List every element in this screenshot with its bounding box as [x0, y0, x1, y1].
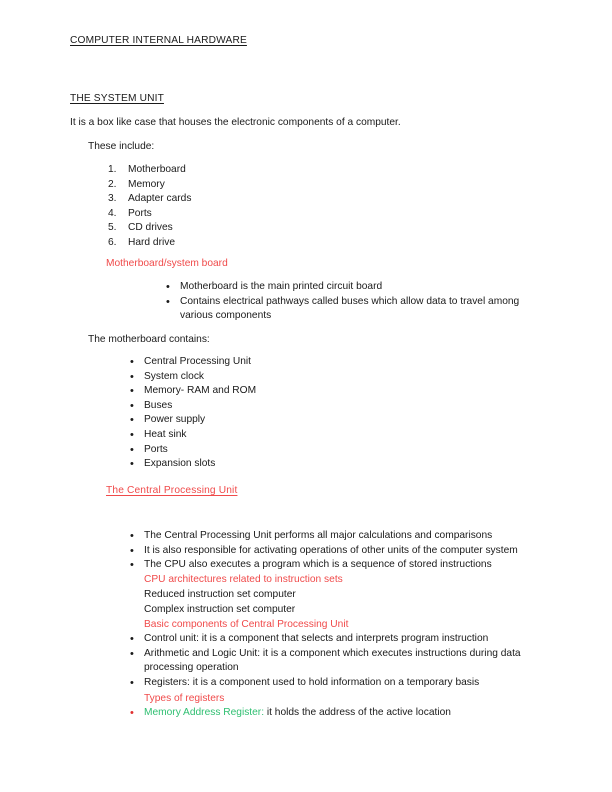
list-item-label: The Central Processing Unit performs all major calculations and comparisons	[144, 530, 493, 541]
bullet-icon: •	[130, 530, 134, 542]
list-item-label: Motherboard is the main printed circuit board	[180, 281, 383, 292]
bullet-icon: •	[130, 458, 134, 471]
list-item-label: CD drives	[128, 222, 173, 234]
list-item	[130, 457, 460, 472]
list-item	[130, 399, 460, 414]
list-item	[108, 192, 408, 207]
list-item-label: Ports	[144, 443, 168, 455]
cpu-bullet-list	[130, 529, 530, 573]
system-unit-intro: It is a box like case that houses the electronic components of a computer.	[70, 117, 401, 128]
cpu-components-list	[130, 632, 525, 690]
list-item	[130, 544, 530, 559]
system-unit-component-list	[108, 163, 408, 251]
bullet-icon: •	[130, 399, 134, 412]
list-item-label: Motherboard	[128, 164, 186, 175]
list-item	[166, 295, 542, 324]
list-item-label: System clock	[144, 370, 205, 382]
list-item	[130, 413, 460, 428]
list-item-label: Memory	[128, 178, 165, 190]
register-term: Memory Address Register:	[144, 707, 265, 718]
list-item-label: It is also responsible for activating operations of other units of the computer system	[144, 544, 518, 556]
list-item-label: Central Processing Unit	[144, 356, 252, 367]
list-item-label: Expansion slots	[144, 458, 216, 470]
bullet-icon: •	[130, 385, 134, 398]
register-entry-list	[130, 706, 530, 721]
list-marker: 1.	[108, 164, 117, 175]
cpu-architecture-cisc: Complex instruction set computer	[144, 604, 296, 615]
bullet-icon: •	[130, 633, 134, 645]
types-of-registers-label: Types of registers	[144, 693, 225, 704]
list-item	[130, 706, 530, 721]
bullet-icon: •	[130, 428, 134, 441]
bullet-icon: •	[130, 356, 134, 368]
list-item-label: The CPU also executes a program which is a sequence of stored instructions	[144, 559, 492, 571]
list-item-label: Ports	[128, 207, 152, 219]
list-item-label	[130, 706, 530, 721]
list-item-label: Heat sink	[144, 428, 187, 440]
list-marker: 6.	[108, 236, 117, 248]
cpu-architectures-label: CPU architectures related to instruction sets	[144, 574, 343, 585]
motherboard-contains-list	[130, 355, 460, 472]
list-item	[108, 207, 408, 222]
bullet-icon: •	[130, 707, 134, 719]
heading-motherboard: Motherboard/system board	[106, 258, 228, 269]
list-item-label: Registers: it is a component used to hold information on a temporary basis	[144, 676, 480, 688]
list-item	[130, 370, 460, 385]
bullet-icon: •	[130, 544, 134, 557]
list-item	[108, 221, 408, 236]
bullet-icon: •	[130, 370, 134, 383]
bullet-icon: •	[130, 414, 134, 427]
bullet-icon: •	[130, 443, 134, 456]
list-item	[108, 163, 408, 178]
list-item	[130, 676, 525, 691]
motherboard-bullet-list	[166, 280, 542, 324]
list-marker: 4.	[108, 207, 117, 219]
list-marker: 3.	[108, 193, 117, 205]
page-title: COMPUTER INTERNAL HARDWARE	[70, 35, 247, 46]
cpu-components-label: Basic components of Central Processing Unit	[144, 619, 349, 630]
bullet-icon: •	[166, 295, 170, 308]
bullet-icon: •	[130, 676, 134, 689]
heading-central-processing-unit: The Central Processing Unit	[106, 485, 238, 496]
list-item-label: Buses	[144, 399, 173, 411]
list-item	[130, 355, 460, 370]
motherboard-contains-lead: The motherboard contains:	[88, 334, 210, 345]
list-item-label: Arithmetic and Logic Unit: it is a component which executes instructions during data processing operation	[144, 647, 521, 674]
list-item-label: Contains electrical pathways called buses which allow data to travel among various components	[180, 295, 520, 322]
list-item	[130, 632, 525, 647]
list-item	[108, 178, 408, 193]
bullet-icon: •	[166, 281, 170, 293]
list-item-label: Adapter cards	[128, 193, 192, 205]
list-item-label: Control unit: it is a component that selects and interprets program instruction	[144, 633, 489, 644]
system-unit-list-lead: These include:	[88, 141, 155, 152]
heading-system-unit: THE SYSTEM UNIT	[70, 93, 164, 104]
list-item-label: Memory- RAM and ROM	[144, 385, 257, 397]
list-item	[130, 558, 530, 573]
bullet-icon: •	[130, 647, 134, 660]
register-definition: it holds the address of the active location	[264, 707, 451, 718]
list-item	[130, 443, 460, 458]
list-item-label: Hard drive	[128, 236, 175, 248]
list-item	[130, 647, 525, 676]
list-item-label: Power supply	[144, 414, 206, 426]
cpu-architecture-risc: Reduced instruction set computer	[144, 589, 296, 600]
list-item	[130, 428, 460, 443]
list-item	[108, 236, 408, 251]
bullet-icon: •	[130, 559, 134, 572]
list-marker: 2.	[108, 178, 117, 190]
list-item	[130, 384, 460, 399]
list-item	[166, 280, 542, 295]
list-marker: 5.	[108, 222, 117, 234]
list-item	[130, 529, 530, 544]
